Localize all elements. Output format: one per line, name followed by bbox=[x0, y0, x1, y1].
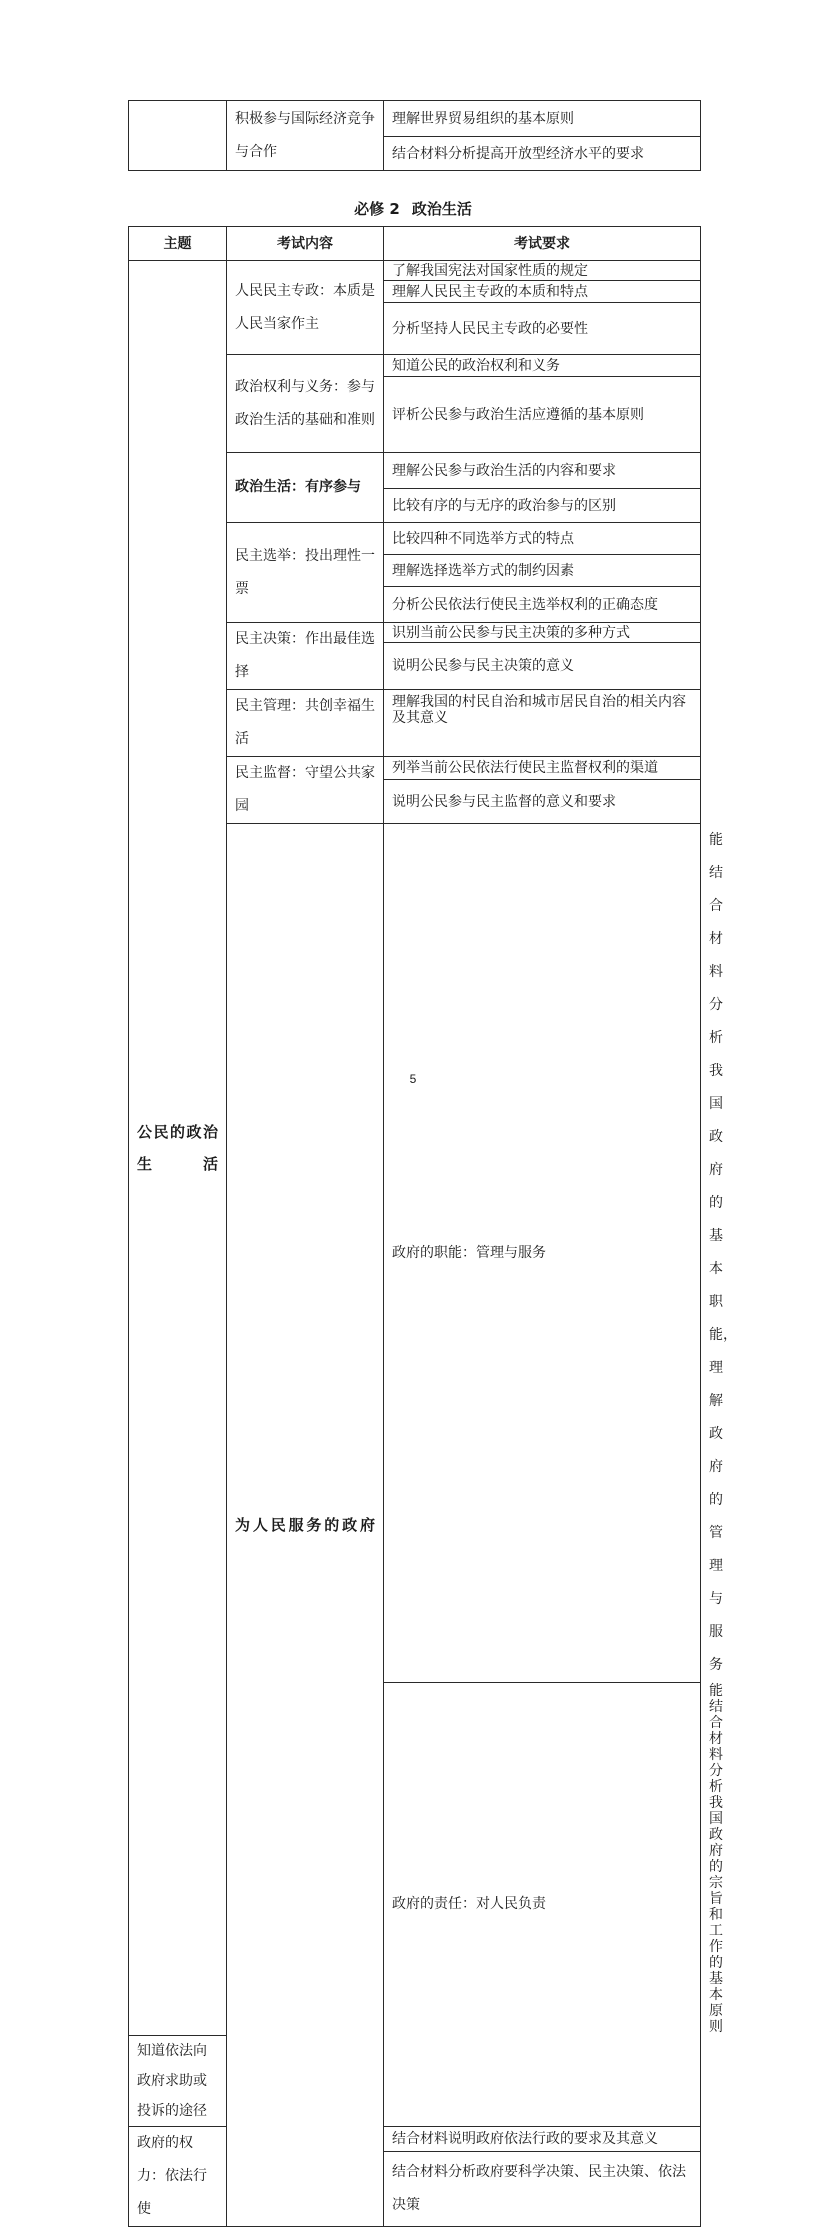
content-cell: 政治生活：有序参与 bbox=[227, 453, 384, 523]
header-content: 考试内容 bbox=[227, 227, 384, 261]
requirement-cell: 结合材料说明政府依法行政的要求及其意义 bbox=[384, 2127, 701, 2152]
content-cell: 民主决策：作出最佳选择 bbox=[227, 623, 384, 690]
requirement-cell: 比较有序的与无序的政治参与的区别 bbox=[384, 489, 701, 523]
requirement-cell: 评析公民参与政治生活应遵循的基本原则 bbox=[384, 377, 701, 453]
requirement-cell: 分析公民依法行使民主选举权利的正确态度 bbox=[384, 587, 701, 623]
content-cell: 政府的职能：管理与服务 bbox=[384, 824, 701, 1683]
requirement-cell: 分析坚持人民民主专政的必要性 bbox=[384, 303, 701, 355]
header-requirements: 考试要求 bbox=[384, 227, 701, 261]
requirement-cell: 列举当前公民依法行使民主监督权利的渠道 bbox=[384, 757, 701, 780]
requirement-cell: 理解人民民主专政的本质和特点 bbox=[384, 281, 701, 303]
carryover-table bbox=[128, 100, 701, 171]
header-row bbox=[129, 227, 701, 261]
table-caption bbox=[0, 198, 826, 219]
content-cell: 民主管理：共创幸福生活 bbox=[227, 690, 384, 757]
content-cell: 政府的权力：依法行使 bbox=[129, 2127, 227, 2227]
requirement-cell: 理解选择选举方式的制约因素 bbox=[384, 555, 701, 587]
requirement-cell: 识别当前公民参与民主决策的多种方式 bbox=[384, 623, 701, 643]
theme-cell: 为人民服务的政府 bbox=[227, 824, 384, 2227]
content-cell: 政府的责任：对人民负责 bbox=[384, 1683, 701, 2127]
content-cell: 积极参与国际经济竞争与合作 bbox=[227, 101, 384, 171]
requirement-cell: 理解公民参与政治生活的内容和要求 bbox=[384, 453, 701, 489]
requirement-cell: 知道公民的政治权利和义务 bbox=[384, 355, 701, 377]
page-number: 5 bbox=[409, 1072, 417, 1086]
course-label: 必修 2 bbox=[354, 200, 400, 218]
requirement-cell: 比较四种不同选举方式的特点 bbox=[384, 523, 701, 555]
requirement-cell: 结合材料分析提高开放型经济水平的要求 bbox=[384, 137, 701, 171]
content-cell: 人民民主专政：本质是人民当家作主 bbox=[227, 261, 384, 355]
requirement-cell: 理解我国的村民自治和城市居民自治的相关内容及其意义 bbox=[384, 690, 701, 757]
requirement-cell: 知道依法向政府求助或投诉的途径 bbox=[129, 2036, 227, 2127]
content-cell: 民主监督：守望公共家园 bbox=[227, 757, 384, 824]
content-cell: 政治权利与义务：参与政治生活的基础和准则 bbox=[227, 355, 384, 453]
course-title: 政治生活 bbox=[411, 200, 472, 218]
header-theme: 主题 bbox=[129, 227, 227, 261]
theme-cell: 公民的政治生活 bbox=[129, 261, 227, 2036]
syllabus-table: 主题 考试内容 考试要求 公民的政治生活 人民民主专政：本质是人民当家作主 了解我国宪法对国家性质的规定 理解人民民主专政的本质和特点 分析坚持人民民主专政的必要性 政治权利与义务：参与政治生活的基础和准则 知道公民的政治权利和义务 评析公民参与政治生活应遵循的基本原则 政治生活：有序参与 理解公民参与政治生活的内容和要求 比较有序的与无序的政治参与的区别 民主选举：投出理性一票 比较四种不同选举方式的特点 理解选择选举方式的制约因素 分析公民依法行使民主选举权利的正确态度 民主决策：作出最佳选择 识别当前公民参与民主决策的多种方式 说明公民参与民主决策的意义 民主管理：共创幸福生活 理解我国的村民自治和城市居民自治的相关内容及其意义 民主监督：守望公共家园 列举当前公民依法行使民主监督权利的渠道 说明公民参与民主监督的意义和要求 为人民服务的政府 政府的职能：管理与服务 能结合材料分析我国政府的基本职能，理解政府的管理与服务 政府的责任：对人民负责 能结合材料分析我国政府的宗旨和工作的基本原则 知道依法向政府求助或投诉的途径 政府的权力：依法行使 结合材料说明政府依法行政的要求及其意义 结合材料分析政府要科学决策、民主决策、依法决策 bbox=[128, 226, 701, 2227]
requirement-cell: 结合材料分析政府要科学决策、民主决策、依法决策 bbox=[384, 2151, 701, 2226]
requirement-cell: 说明公民参与民主决策的意义 bbox=[384, 643, 701, 690]
requirement-cell: 说明公民参与民主监督的意义和要求 bbox=[384, 780, 701, 824]
content-cell: 民主选举：投出理性一票 bbox=[227, 523, 384, 623]
empty-theme-cell bbox=[129, 101, 227, 171]
requirement-cell: 理解世界贸易组织的基本原则 bbox=[384, 101, 701, 137]
requirement-cell: 了解我国宪法对国家性质的规定 bbox=[384, 261, 701, 281]
